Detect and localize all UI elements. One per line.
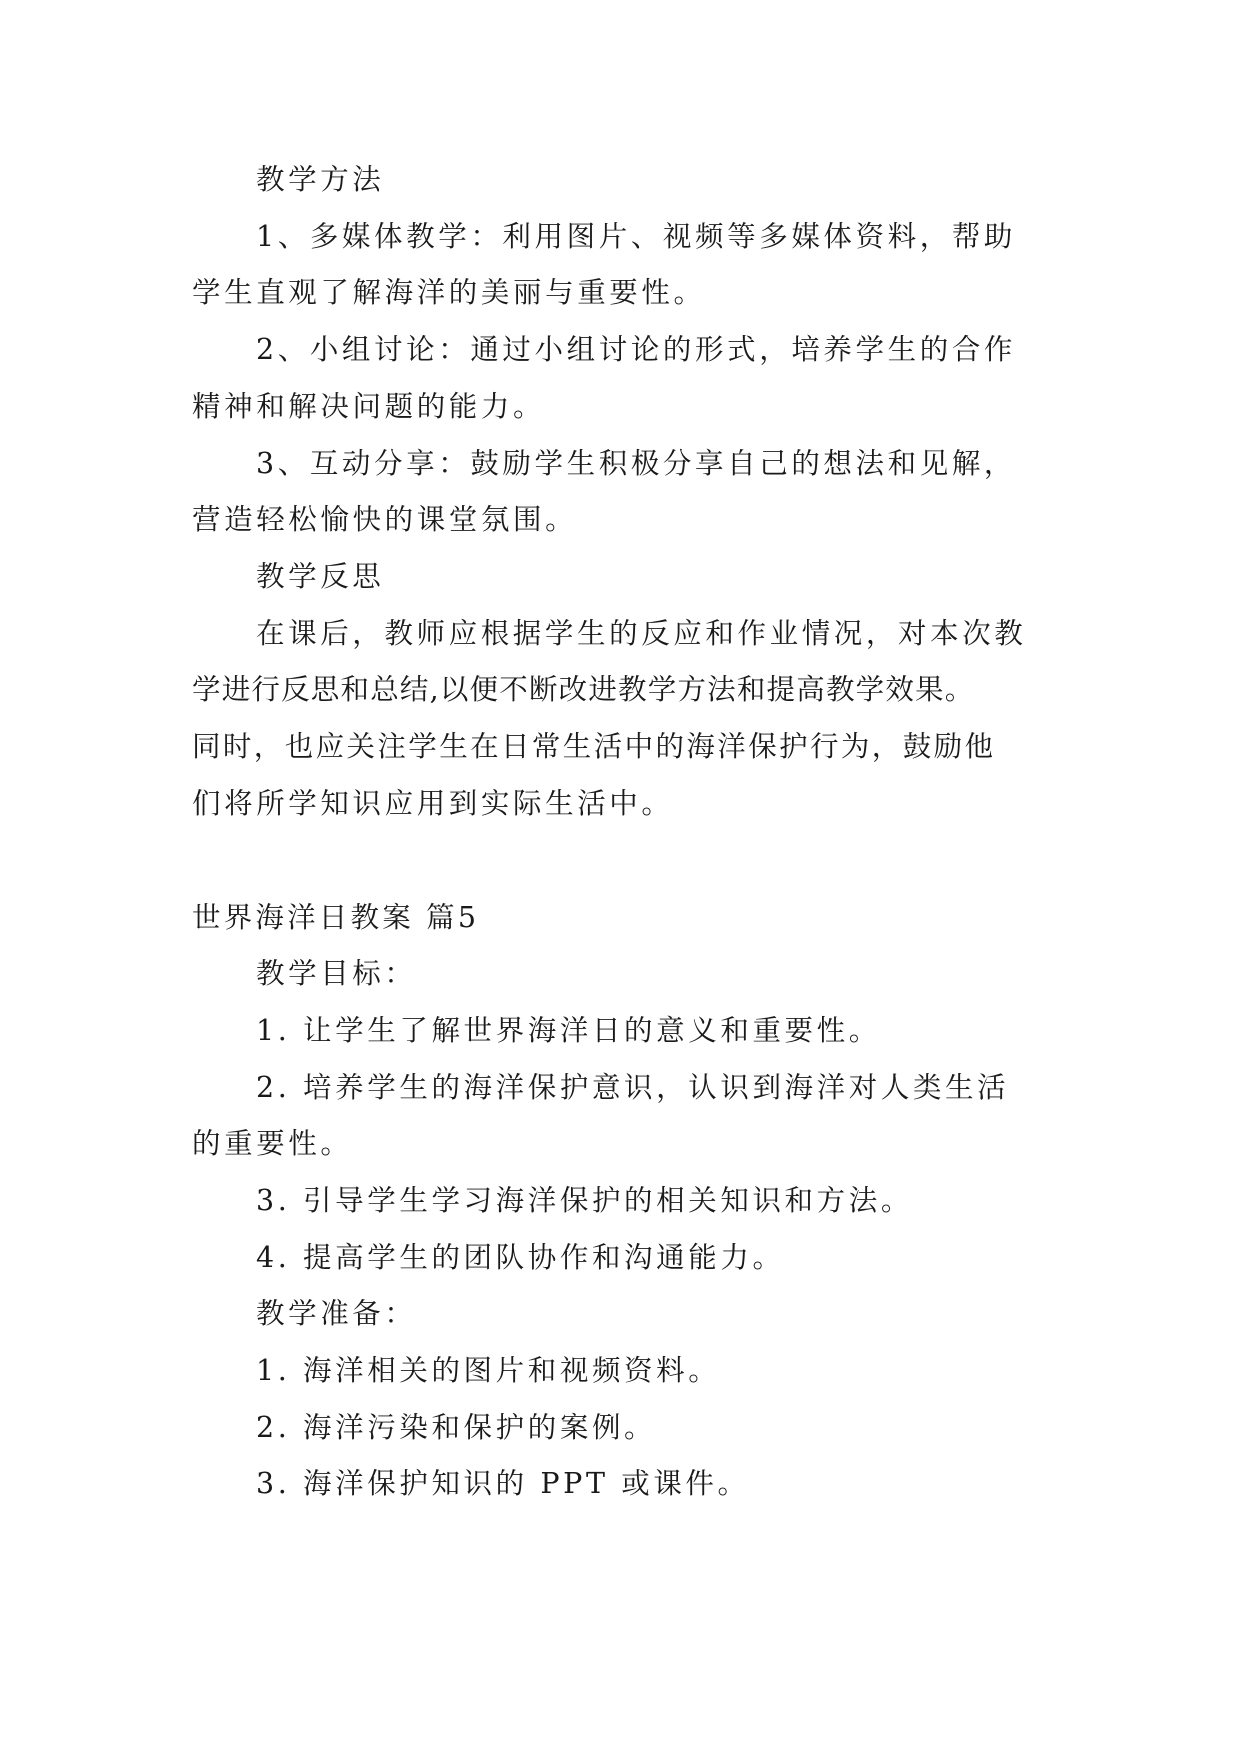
goal-item: 1. 让学生了解世界海洋日的意义和重要性。	[256, 1014, 881, 1047]
method-2-text: 2、小组讨论：通过小组讨论的形式，培养学生的合作	[256, 333, 1017, 366]
method-2-text-cont: 精神和解决问题的能力。	[192, 390, 546, 423]
reflection-paragraph-line: 学进行反思和总结,以便不断改进教学方法和提高教学效果。	[192, 673, 975, 706]
reflection-paragraph-line: 同时，也应关注学生在日常生活中的海洋保护行为，鼓励他	[192, 730, 996, 763]
goal-item-cont: 的重要性。	[192, 1127, 353, 1160]
prep-title: 教学准备：	[256, 1297, 417, 1330]
goal-item: 3. 引导学生学习海洋保护的相关知识和方法。	[256, 1184, 913, 1217]
method-3-text-cont: 营造轻松愉快的课堂氛围。	[192, 503, 578, 536]
reflection-paragraph-line: 在课后，教师应根据学生的反应和作业情况，对本次教	[256, 617, 1027, 650]
prep-item: 1. 海洋相关的图片和视频资料。	[256, 1354, 721, 1387]
goals-title: 教学目标：	[256, 957, 417, 990]
reflection-paragraph-line: 们将所学知识应用到实际生活中。	[192, 787, 674, 820]
article-title: 世界海洋日教案 篇5	[192, 901, 480, 934]
method-1-text: 1、多媒体教学：利用图片、视频等多媒体资料，帮助	[256, 220, 1017, 253]
method-3-text: 3、互动分享：鼓励学生积极分享自己的想法和见解，	[256, 447, 1017, 480]
goal-item: 4. 提高学生的团队协作和沟通能力。	[256, 1241, 785, 1274]
prep-item: 3. 海洋保护知识的 PPT 或课件。	[256, 1467, 750, 1500]
prep-item: 2. 海洋污染和保护的案例。	[256, 1411, 657, 1444]
section-title-reflection: 教学反思	[256, 560, 385, 593]
method-1-text-cont: 学生直观了解海洋的美丽与重要性。	[192, 276, 706, 309]
section-title-teaching-method: 教学方法	[256, 163, 385, 196]
goal-item: 2. 培养学生的海洋保护意识，认识到海洋对人类生活	[256, 1071, 1010, 1104]
